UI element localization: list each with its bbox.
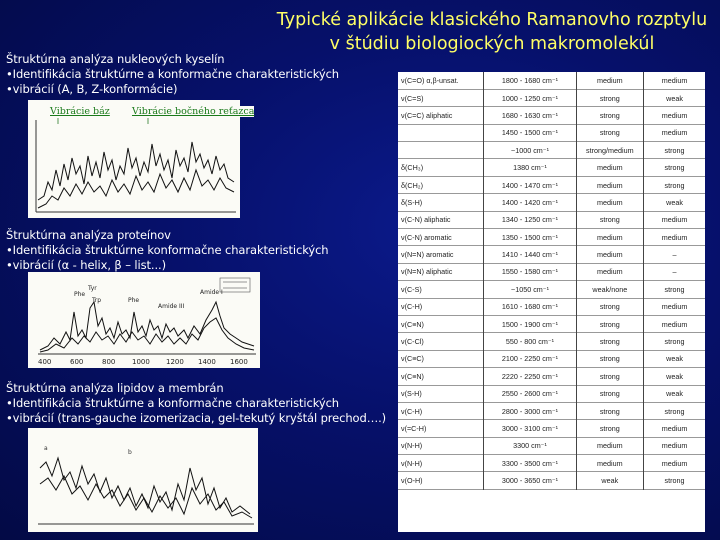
band-range: 3000 - 3100 cm⁻¹ xyxy=(484,420,576,437)
table-row xyxy=(398,246,705,263)
band-range: 2550 - 2600 cm⁻¹ xyxy=(484,385,576,402)
band-assignment: ν(C-H) xyxy=(401,406,423,416)
band-assignment: ν(C-H) xyxy=(401,302,423,312)
band-assignment xyxy=(398,142,484,159)
table-row xyxy=(398,350,705,367)
axis-tick-1400: 1400 xyxy=(198,358,216,366)
band-assignment: ν(N-H) xyxy=(401,458,423,468)
table-row xyxy=(398,72,705,89)
raman-intensity: strong xyxy=(576,402,644,419)
nucleic-bullet-1: •Identifikácia štruktúrne a konformačne charakteristických xyxy=(6,67,339,81)
raman-intensity: medium xyxy=(576,194,644,211)
band-assignment: ν(C=S) xyxy=(401,93,424,103)
table-row xyxy=(398,211,705,228)
ir-intensity: weak xyxy=(644,385,705,402)
band-table xyxy=(398,72,705,490)
ir-intensity: medium xyxy=(644,124,705,141)
peak-label-3: Trp xyxy=(92,297,102,304)
nucleic-acid-spectrum xyxy=(28,100,255,218)
band-assignment: ν(C-Cl) xyxy=(401,337,424,347)
band-range: 1000 - 1250 cm⁻¹ xyxy=(484,89,576,106)
band-range: 1350 - 1500 cm⁻¹ xyxy=(484,229,576,246)
band-range: 1550 - 1580 cm⁻¹ xyxy=(484,263,576,280)
raman-intensity: strong xyxy=(576,333,644,350)
lipid-bullet-2: •vibrácií (trans-gauche izomerizacia, gel-tekutý kryštál prechod….) xyxy=(6,411,387,425)
raman-intensity: strong xyxy=(576,350,644,367)
label-base-vibrations: Vibrácie báz xyxy=(50,106,110,117)
raman-intensity: strong xyxy=(576,368,644,385)
table-row xyxy=(398,176,705,193)
band-assignment: δ(CH₃) xyxy=(401,163,424,173)
raman-intensity: medium xyxy=(576,159,644,176)
table-row xyxy=(398,229,705,246)
axis-tick-400: 400 xyxy=(38,358,52,366)
nucleic-bullet-2: •vibrácií (A, B, Z-konformácie) xyxy=(6,82,178,96)
raman-intensity: medium xyxy=(576,263,644,280)
nucleic-heading: Štruktúrna analýza nukleových kyselín xyxy=(6,52,225,66)
band-range: 3300 cm⁻¹ xyxy=(484,437,576,454)
protein-bullet-1: •Identifikácia štruktúrne konformačne charakteristických xyxy=(6,243,329,257)
band-assignment: ν(C=C) aliphatic xyxy=(401,110,453,120)
lipid-heading: Štruktúrna analýza lipidov a membrán xyxy=(6,381,224,395)
ir-intensity: weak xyxy=(644,194,705,211)
band-assignment: ν(C≡C) xyxy=(401,354,424,364)
raman-intensity: medium xyxy=(576,455,644,472)
ir-intensity: medium xyxy=(644,107,705,124)
raman-intensity: medium xyxy=(576,229,644,246)
svg-text:a: a xyxy=(44,445,48,452)
band-assignment: ν(C-N) aliphatic xyxy=(401,215,451,225)
band-range: 2100 - 2250 cm⁻¹ xyxy=(484,350,576,367)
axis-tick-1000: 1000 xyxy=(132,358,150,366)
protein-spectrum xyxy=(28,272,260,368)
ir-intensity: medium xyxy=(644,420,705,437)
table-row xyxy=(398,124,705,141)
protein-heading: Štruktúrna analýza proteínov xyxy=(6,228,171,242)
band-assignment: ν(C≡N) xyxy=(401,319,424,329)
band-range: 1400 - 1420 cm⁻¹ xyxy=(484,194,576,211)
band-assignment: ν(S-H) xyxy=(401,389,422,399)
table-row xyxy=(398,194,705,211)
band-assignment: ν(C-N) aromatic xyxy=(401,232,452,242)
ir-intensity: strong xyxy=(644,176,705,193)
peak-label-5: Amide III xyxy=(158,303,185,310)
ir-intensity: medium xyxy=(644,229,705,246)
peak-label-1: Phe xyxy=(74,291,86,298)
table-row xyxy=(398,385,705,402)
table-row xyxy=(398,315,705,332)
raman-intensity: strong/medium xyxy=(576,142,644,159)
band-range: 2220 - 2250 cm⁻¹ xyxy=(484,368,576,385)
section-lipids xyxy=(6,381,386,426)
peak-label-6: Amide I xyxy=(200,289,223,296)
band-range: 1450 - 1500 cm⁻¹ xyxy=(484,124,576,141)
ir-intensity: medium xyxy=(644,72,705,89)
ir-intensity: medium xyxy=(644,437,705,454)
raman-intensity: medium xyxy=(576,246,644,263)
table-row xyxy=(398,368,705,385)
band-assignment: ν(C=O) α,β-unsat. xyxy=(401,75,459,85)
table-row xyxy=(398,472,705,489)
raman-intensity: strong xyxy=(576,420,644,437)
band-assignment: ν(=C-H) xyxy=(401,424,427,433)
band-range: 1400 - 1470 cm⁻¹ xyxy=(484,176,576,193)
table-row xyxy=(398,159,705,176)
ir-intensity: medium xyxy=(644,211,705,228)
raman-intensity: strong xyxy=(576,211,644,228)
peak-label-4: Phe xyxy=(128,297,140,304)
section-nucleic-acids xyxy=(6,52,339,97)
raman-intensity: weak xyxy=(576,472,644,489)
axis-tick-600: 600 xyxy=(70,358,84,366)
band-assignment xyxy=(398,124,484,141)
axis-tick-1600: 1600 xyxy=(230,358,248,366)
table-row xyxy=(398,402,705,419)
label-backbone-vibrations: Vibrácie bočného reťazca xyxy=(132,106,255,117)
table-row xyxy=(398,142,705,159)
table-row xyxy=(398,455,705,472)
ir-intensity: weak xyxy=(644,350,705,367)
raman-intensity: strong xyxy=(576,385,644,402)
raman-intensity: strong xyxy=(576,315,644,332)
band-range: 1380 cm⁻¹ xyxy=(484,159,576,176)
band-range: 1800 - 1680 cm⁻¹ xyxy=(484,72,576,89)
ir-intensity: strong xyxy=(644,159,705,176)
lipid-spectrum xyxy=(28,428,258,532)
ir-intensity: strong xyxy=(644,472,705,489)
band-range: 3300 - 3500 cm⁻¹ xyxy=(484,455,576,472)
title-line-2: v štúdiu biologiockých makromolekúl xyxy=(329,34,655,54)
ir-intensity: strong xyxy=(644,402,705,419)
band-range: ~1050 cm⁻¹ xyxy=(484,281,576,298)
raman-intensity: strong xyxy=(576,89,644,106)
table-row xyxy=(398,420,705,437)
section-proteins xyxy=(6,228,329,273)
table-row xyxy=(398,333,705,350)
band-range: 1410 - 1440 cm⁻¹ xyxy=(484,246,576,263)
band-range: 1500 - 1900 cm⁻¹ xyxy=(484,315,576,332)
raman-intensity: medium xyxy=(576,72,644,89)
ir-intensity: medium xyxy=(644,315,705,332)
ir-intensity: strong xyxy=(644,142,705,159)
band-table-body xyxy=(398,72,705,489)
band-range: 1610 - 1680 cm⁻¹ xyxy=(484,298,576,315)
band-range: 550 - 800 cm⁻¹ xyxy=(484,333,576,350)
lipid-bullet-1: •Identifikácia štruktúrne a konformačne charakteristických xyxy=(6,396,339,410)
table-row xyxy=(398,263,705,280)
table-row xyxy=(398,107,705,124)
table-row xyxy=(398,89,705,106)
ir-intensity: weak xyxy=(644,89,705,106)
band-range: 2800 - 3000 cm⁻¹ xyxy=(484,402,576,419)
raman-intensity: medium xyxy=(576,437,644,454)
band-assignment: ν(N-H) xyxy=(401,441,423,451)
svg-text:b: b xyxy=(128,449,132,456)
band-assignment: δ(S-H) xyxy=(401,197,423,207)
band-range: ~1000 cm⁻¹ xyxy=(484,142,576,159)
raman-intensity: strong xyxy=(576,298,644,315)
ir-intensity: strong xyxy=(644,281,705,298)
slide-title xyxy=(272,8,712,56)
band-assignment: ν(C-S) xyxy=(401,284,422,294)
table-row xyxy=(398,298,705,315)
peak-label-2: Tyr xyxy=(88,285,97,292)
table-row xyxy=(398,281,705,298)
band-range: 3000 - 3650 cm⁻¹ xyxy=(484,472,576,489)
raman-intensity: strong xyxy=(576,124,644,141)
band-range: 1680 - 1630 cm⁻¹ xyxy=(484,107,576,124)
table-row xyxy=(398,437,705,454)
ir-intensity: medium xyxy=(644,455,705,472)
axis-tick-800: 800 xyxy=(102,358,116,366)
ir-intensity: medium xyxy=(644,298,705,315)
band-assignment: ν(N=N) aromatic xyxy=(401,250,454,260)
axis-tick-1200: 1200 xyxy=(166,358,184,366)
ir-intensity: weak xyxy=(644,368,705,385)
band-assignment: δ(CH₂) xyxy=(401,180,423,190)
ir-intensity: strong xyxy=(644,333,705,350)
raman-intensity: medium xyxy=(576,176,644,193)
raman-intensity: strong xyxy=(576,107,644,124)
title-line-1: Typické aplikácie klasického Ramanovho rozptylu xyxy=(276,10,708,30)
raman-band-table xyxy=(398,72,705,532)
ir-intensity: – xyxy=(644,263,705,280)
ir-intensity: – xyxy=(644,246,705,263)
protein-bullet-2: •vibrácií (α - helix, β – list...) xyxy=(6,258,166,272)
band-assignment: ν(N=N) aliphatic xyxy=(401,267,453,277)
band-assignment: ν(C≡N) xyxy=(401,371,424,381)
band-range: 1340 - 1250 cm⁻¹ xyxy=(484,211,576,228)
raman-intensity: weak/none xyxy=(576,281,644,298)
band-assignment: ν(O-H) xyxy=(401,476,423,486)
